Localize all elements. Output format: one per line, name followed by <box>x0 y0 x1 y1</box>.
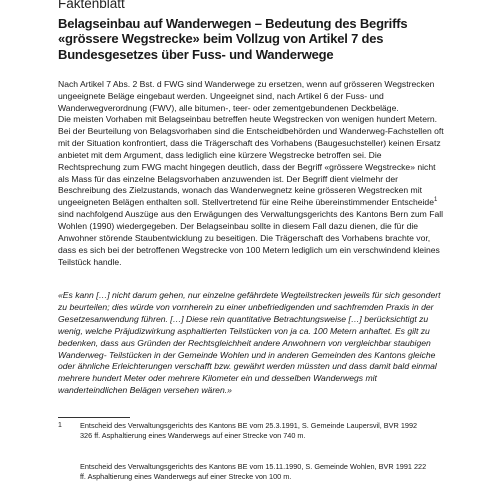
footnote-reference[interactable]: 1 <box>433 197 438 204</box>
footnote-number: 1 <box>58 422 62 429</box>
footnote-line: ff. Asphaltierung eines Wanderwegs auf einer Strecke von 100 m. <box>80 472 292 482</box>
body-paragraph-1: Nach Artikel 7 Abs. 2 Bst. d FWG sind Wanderwege zu ersetzen, wenn auf grösseren Wegstrecken ungeeignete Beläge eingebaut werden. Ungeeignet sind, nach Artikel 6 der Fuss- und Wanderwegverordnung (FWV), alle bitumen-, teer- oder zementgebundenen Deckbeläge. <box>58 79 435 113</box>
footnote-line: 326 ff. Asphaltierung eines Wanderwegs auf einer Strecke von 740 m. <box>80 431 306 441</box>
court-quote: «Es kann […] nicht darum gehen, nur einzelne gefährdete Wegteilstrecken jeweils für sich gesondert zu beurteilen; dies würde von vornherein zu einer unbefriedigenden und sachfremden Praxis in der Gesetzesanwendung führen. […] Diese rein quantitative Betrachtungsweise […] berücksichtigt zu wenig, welche Präjudizwirkung asphaltierten Teilstücken von ja ca. 100 Metern anhaftet. Es gilt zu bedenken, dass aus Gründen der Rechtsgleichheit andere Anwohnern von vergleichbar staubigen Wanderweg- Teilstücken in der Gemeinde Wohlen und in anderen Gemeinden des Kantons gleiche oder ähnliche Erleichterungen verschafft bzw. gewährt werden müssten und dass damit bald einmal mehrere hundert Meter oder mehrere Kilometer ein und desselben Wanderwegs mit wanderteindlichen Belägen versehen wären.» <box>58 290 441 396</box>
footnote-divider <box>58 417 130 418</box>
document-type-label: Faktenblatt <box>58 0 125 11</box>
paragraph-2-text-a: Die meisten Vorhaben mit Belagseinbau betreffen heute Wegstrecken von wenigen hundert Metern. Bei der Beurteilung von Belagsvorhaben sind die Entscheidbehörden und Wanderweg-Fachstellen oft mit der Situation konfrontiert, dass die Trägerschaft des Vorhabens (Baugesuchsteller) keinen Ersatz anbietet mit dem Argument, dass lediglich eine kürzere Wegstrecke betroffen sei. Die Rechtsprechung zum FWG macht hingegen deutlich, dass der Begriff «grössere Wegstrecke» nicht als Mass für das einzelne Belagsvorhaben anzuwenden ist. Der Begriff dient vielmehr der Beschreibung des Zielzustands, wonach das Wanderwegnetz keine grösseren Wegstrecken mit ungeeigneten Belägen enthalten soll. Stellvertretend für eine Reihe übereinstimmender Entscheide <box>58 114 444 208</box>
paragraph-2-text-b: sind nachfolgend Auszüge aus den Erwägungen des Verwaltungsgerichts des Kantons Bern zum Fall Wohlen (1990) wiedergegeben. Der Belagseinbau sollte in diesem Fall dazu dienen, die für die Anwohner störende Staubentwicklung zu beseitigen. Die Trägerschaft des Vorhabens brachte vor, dass es sich bei der betroffenen Wegstrecke von 100 Metern lediglich um ein verschwindend kleines Teilstück handle. <box>58 209 444 267</box>
document-title: Belagseinbau auf Wanderwegen – Bedeutung des Begriffs «grössere Wegstrecke» beim Vollzug von Artikel 7 des Bundesgesetzes über Fuss- und Wanderwege <box>58 16 408 62</box>
body-paragraph-2 <box>58 114 446 269</box>
footnote-line: Entscheid des Verwaltungsgerichts des Kantons BE vom 15.11.1990, S. Gemeinde Wohlen, BVR 1991 222 <box>80 462 427 471</box>
footnote-line: Entscheid des Verwaltungsgerichts des Kantons BE vom 25.3.1991, S. Gemeinde Laupersvil, BVR 1992 <box>80 421 418 430</box>
footnote-text <box>80 421 446 441</box>
footnote-text <box>80 462 446 482</box>
